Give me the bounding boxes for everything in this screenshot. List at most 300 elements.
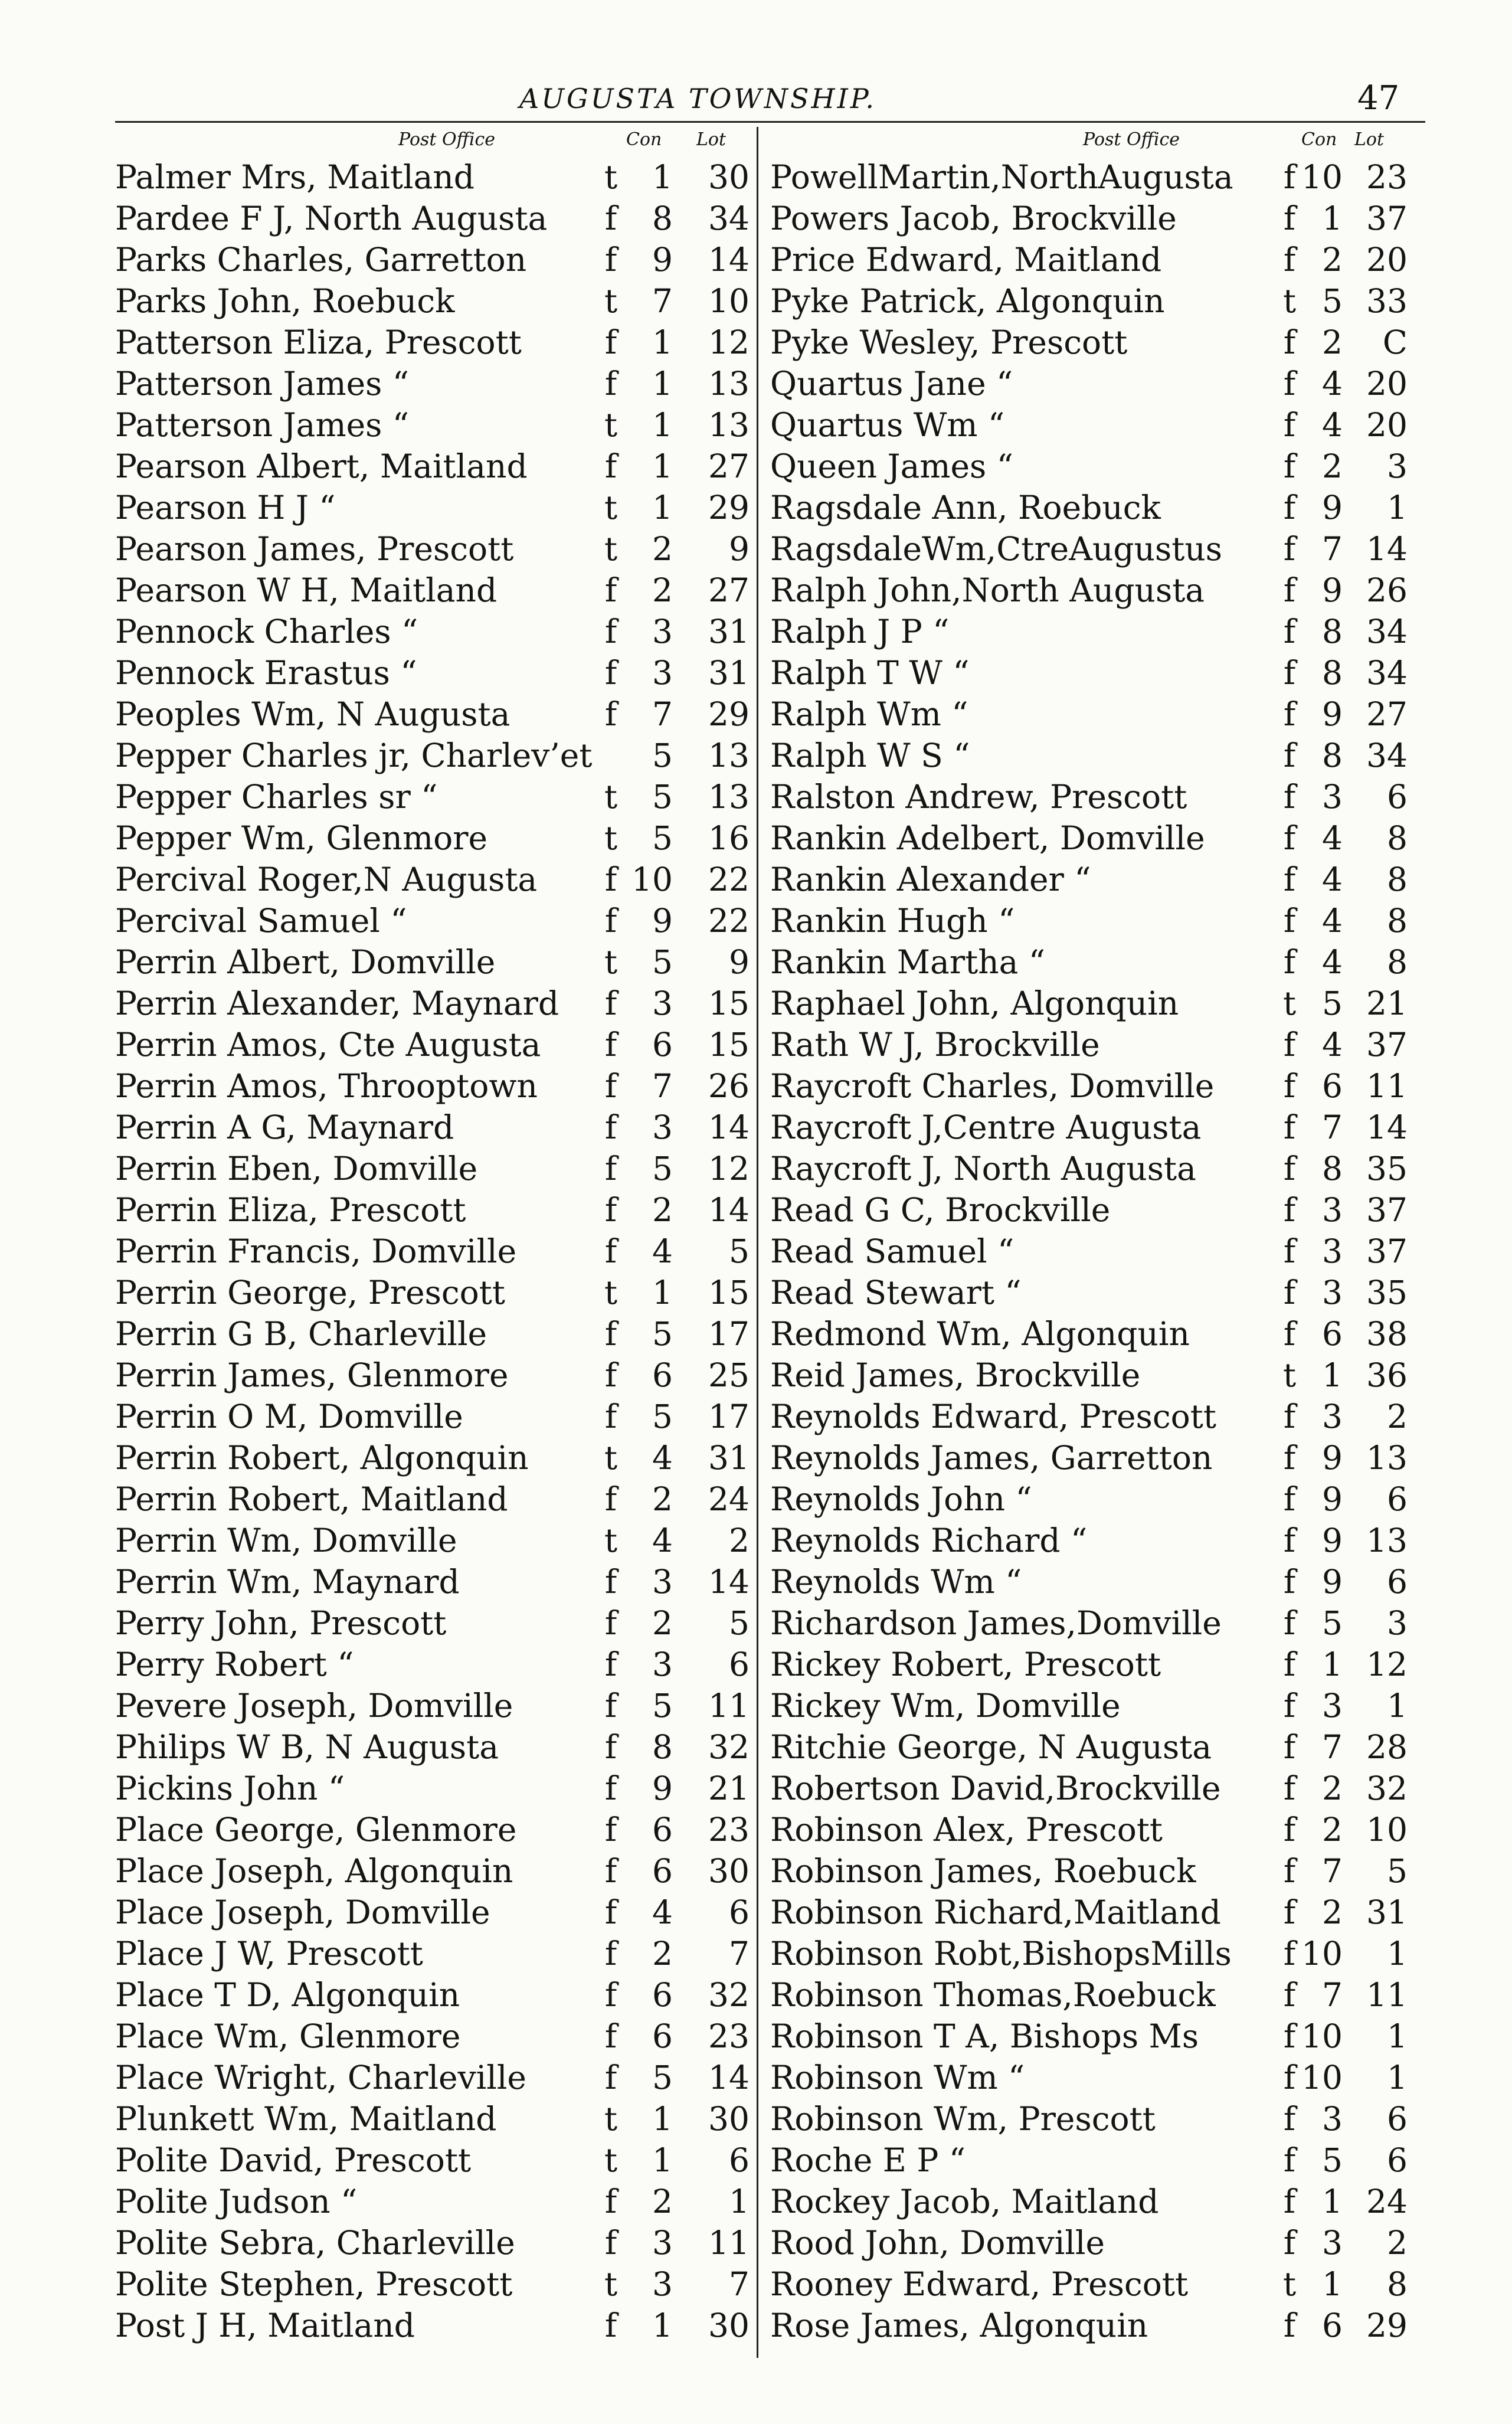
lot-number: 35: [1366, 1274, 1408, 1311]
concession-number: 3: [1322, 2224, 1343, 2262]
directory-entry: [770, 941, 1410, 983]
tenure-code: f: [1283, 1935, 1296, 1972]
concession-number: 9: [652, 1769, 673, 1807]
directory-entry: [770, 2181, 1410, 2222]
entry-name: Robinson Richard,Maitland: [770, 1893, 1221, 1931]
lot-number: 27: [708, 571, 750, 609]
tenure-code: f: [1283, 2017, 1296, 2055]
directory-entry: [770, 156, 1410, 198]
concession-number: 8: [1322, 737, 1343, 774]
concession-number: 5: [652, 819, 673, 857]
tenure-code: f: [1283, 447, 1296, 485]
lot-number: 7: [729, 2265, 750, 2303]
tenure-code: f: [604, 2307, 617, 2344]
entry-name: Read Samuel “: [770, 1232, 1014, 1270]
tenure-code: f: [604, 984, 617, 1022]
tenure-code: f: [604, 447, 617, 485]
concession-number: 7: [652, 695, 673, 733]
directory-entry: [115, 1396, 755, 1437]
tenure-code: f: [1283, 241, 1296, 279]
concession-number: 6: [1322, 2307, 1343, 2344]
directory-entry: [115, 1892, 755, 1933]
concession-number: 1: [1322, 2265, 1343, 2303]
directory-entry: [770, 1437, 1410, 1478]
directory-entry: [115, 1065, 755, 1107]
directory-entry: [115, 817, 755, 859]
entry-name: Pearson James, Prescott: [115, 530, 514, 568]
lot-number: 15: [708, 1026, 750, 1064]
directory-entry: [115, 1024, 755, 1065]
concession-number: 2: [652, 1480, 673, 1518]
entry-name: Robinson Robt,BishopsMills: [770, 1935, 1232, 1972]
entry-name: Ralph W S “: [770, 737, 970, 774]
tenure-code: f: [604, 1976, 617, 2014]
right-column: [770, 121, 1410, 2346]
entry-name: Pepper Charles sr “: [115, 778, 438, 816]
directory-entry: [770, 280, 1410, 322]
lot-number: 37: [1366, 1232, 1408, 1270]
lot-number: 6: [1387, 2100, 1408, 2138]
entry-name: Polite Judson “: [115, 2183, 358, 2220]
tenure-code: t: [604, 819, 618, 857]
lot-number: 13: [1366, 1439, 1408, 1477]
directory-entry: [115, 2222, 755, 2263]
lot-number: 21: [1366, 984, 1408, 1022]
tenure-code: t: [604, 158, 618, 196]
concession-number: 8: [1322, 1150, 1343, 1188]
tenure-code: t: [1282, 1356, 1297, 1394]
lot-number: 13: [708, 406, 750, 444]
tenure-code: f: [1283, 530, 1296, 568]
lot-number: 11: [1366, 1976, 1408, 2014]
lot-number: 14: [708, 1191, 750, 1229]
entry-name: Perry John, Prescott: [115, 1604, 447, 1642]
lot-number: 29: [708, 695, 750, 733]
concession-number: 6: [652, 1811, 673, 1849]
concession-number: 9: [1322, 1563, 1343, 1601]
concession-number: 5: [1322, 984, 1343, 1022]
concession-number: 3: [652, 1563, 673, 1601]
tenure-code: f: [1283, 2183, 1296, 2220]
entry-name: Redmond Wm, Algonquin: [770, 1315, 1190, 1353]
tenure-code: f: [604, 1108, 617, 1146]
concession-number: 3: [1322, 2100, 1343, 2138]
tenure-code: f: [1283, 1274, 1296, 1311]
lot-number: 25: [708, 1356, 750, 1394]
entry-name: Robinson James, Roebuck: [770, 1852, 1196, 1890]
entry-name: Perrin A G, Maynard: [115, 1108, 454, 1146]
concession-number: 5: [652, 1687, 673, 1725]
directory-entry: [770, 735, 1410, 776]
entry-name: Place George, Glenmore: [115, 1811, 517, 1849]
right-column-header: [770, 121, 1410, 156]
lot-number: 26: [1366, 571, 1408, 609]
concession-number: 2: [652, 1191, 673, 1229]
tenure-code: t: [604, 2100, 618, 2138]
concession-number: 4: [652, 1893, 673, 1931]
directory-entry: [770, 1189, 1410, 1231]
concession-number: 5: [652, 778, 673, 816]
tenure-code: f: [1283, 2224, 1296, 2262]
concession-number: 1: [1322, 2183, 1343, 2220]
concession-number: 3: [1322, 1191, 1343, 1229]
lot-number: 22: [708, 902, 750, 940]
entry-name: Ralph John,North Augusta: [770, 571, 1205, 609]
entry-name: Peoples Wm, N Augusta: [115, 695, 510, 733]
concession-number: 1: [652, 2100, 673, 2138]
lot-number: 15: [708, 984, 750, 1022]
entry-name: Perrin Alexander, Maynard: [115, 984, 559, 1022]
lot-number: 24: [1366, 2183, 1408, 2220]
tenure-code: f: [604, 2183, 617, 2220]
lot-number: 17: [708, 1398, 750, 1435]
directory-entry: [115, 570, 755, 611]
directory-entry: [115, 2016, 755, 2057]
tenure-code: f: [1283, 158, 1296, 196]
directory-entry: [115, 322, 755, 363]
concession-number: 5: [652, 2059, 673, 2096]
directory-entry: [115, 528, 755, 570]
directory-entry: [770, 776, 1410, 817]
directory-entry: [770, 1231, 1410, 1272]
tenure-code: f: [1283, 1522, 1296, 1559]
post-office-label: Post Office: [398, 129, 496, 150]
lot-number: 9: [729, 530, 750, 568]
directory-entry: [770, 817, 1410, 859]
lot-number: 6: [1387, 1563, 1408, 1601]
concession-number: 4: [1322, 861, 1343, 898]
lot-number: 8: [1387, 861, 1408, 898]
concession-number: 2: [1322, 1811, 1343, 1849]
directory-entry: [770, 1272, 1410, 1313]
tenure-code: f: [1283, 2307, 1296, 2344]
directory-entry: [770, 1850, 1410, 1892]
concession-number: 3: [652, 613, 673, 650]
concession-number: 10: [631, 861, 673, 898]
entry-name: Place J W, Prescott: [115, 1935, 423, 1972]
concession-number: 9: [1322, 1522, 1343, 1559]
entry-name: Ralph T W “: [770, 654, 970, 692]
tenure-code: f: [604, 1769, 617, 1807]
entry-name: Pyke Patrick, Algonquin: [770, 282, 1165, 320]
tenure-code: f: [604, 2224, 617, 2262]
lot-number: 22: [708, 861, 750, 898]
directory-entry: [770, 900, 1410, 941]
lot-number: 31: [1366, 1893, 1408, 1931]
concession-number: 3: [1322, 1232, 1343, 1270]
tenure-code: f: [604, 199, 617, 237]
entry-name: Quartus Jane “: [770, 365, 1013, 403]
entry-name: Place Wm, Glenmore: [115, 2017, 461, 2055]
tenure-code: f: [1283, 1893, 1296, 1931]
entry-name: Rockey Jacob, Maitland: [770, 2183, 1159, 2220]
lot-number: 7: [729, 1935, 750, 1972]
entry-name: Perrin Eben, Domville: [115, 1150, 478, 1188]
tenure-code: f: [604, 1191, 617, 1229]
lot-number: 17: [708, 1315, 750, 1353]
lot-number: 37: [1366, 1026, 1408, 1064]
concession-number: 3: [652, 984, 673, 1022]
lot-number: 5: [729, 1232, 750, 1270]
tenure-code: f: [1283, 1439, 1296, 1477]
tenure-code: t: [604, 943, 618, 981]
entry-name: Rankin Martha “: [770, 943, 1046, 981]
entry-name: Robinson Wm “: [770, 2059, 1025, 2096]
concession-number: 7: [1322, 1108, 1343, 1146]
concession-number: 9: [1322, 1480, 1343, 1518]
lot-number: 34: [1366, 613, 1408, 650]
entry-name: Pepper Charles jr, Charlev’et: [115, 737, 593, 774]
tenure-code: f: [1283, 778, 1296, 816]
lot-number: 37: [1366, 199, 1408, 237]
directory-entry: [115, 1809, 755, 1850]
concession-number: 9: [1322, 489, 1343, 526]
directory-entry: [115, 652, 755, 693]
tenure-code: f: [1283, 902, 1296, 940]
tenure-code: f: [1283, 1728, 1296, 1766]
directory-entry: [770, 446, 1410, 487]
lot-number: 1: [1387, 489, 1408, 526]
concession-number: 5: [1322, 2141, 1343, 2179]
concession-number: 5: [652, 1398, 673, 1435]
directory-entry: [770, 487, 1410, 528]
entry-name: Place T D, Algonquin: [115, 1976, 460, 2014]
lot-number: 13: [708, 778, 750, 816]
lot-number: 13: [1366, 1522, 1408, 1559]
entry-name: Robertson David,Brockville: [770, 1769, 1221, 1807]
entry-name: Perrin George, Prescott: [115, 1274, 505, 1311]
concession-number: 4: [1322, 902, 1343, 940]
directory-entry: [770, 1148, 1410, 1189]
directory-entry: [770, 693, 1410, 735]
entry-name: Perrin Francis, Domville: [115, 1232, 517, 1270]
entry-name: Robinson Thomas,Roebuck: [770, 1976, 1216, 2014]
tenure-code: f: [1283, 1398, 1296, 1435]
directory-entry: [770, 1561, 1410, 1602]
entry-name: Rankin Alexander “: [770, 861, 1091, 898]
concession-number: 6: [1322, 1067, 1343, 1105]
entry-name: Pennock Charles “: [115, 613, 418, 650]
directory-entry: [115, 1768, 755, 1809]
concession-number: 1: [652, 406, 673, 444]
lot-number: 10: [1366, 1811, 1408, 1849]
tenure-code: f: [1283, 1191, 1296, 1229]
lot-number: 11: [708, 1687, 750, 1725]
lot-number: 3: [1387, 447, 1408, 485]
concession-number: 1: [1322, 1646, 1343, 1683]
tenure-code: f: [604, 1563, 617, 1601]
directory-entry: [770, 859, 1410, 900]
tenure-code: f: [1283, 943, 1296, 981]
concession-number: 2: [652, 1935, 673, 1972]
tenure-code: f: [604, 1026, 617, 1064]
directory-entry: [770, 528, 1410, 570]
concession-number: 8: [652, 199, 673, 237]
concession-number: 1: [652, 2141, 673, 2179]
tenure-code: f: [1283, 613, 1296, 650]
directory-entry: [770, 198, 1410, 239]
directory-entry: [770, 1933, 1410, 1974]
concession-number: 3: [652, 1646, 673, 1683]
lot-number: 8: [1387, 943, 1408, 981]
directory-entry: [115, 2305, 755, 2346]
concession-number: 3: [652, 2224, 673, 2262]
lot-number: 10: [708, 282, 750, 320]
tenure-code: f: [604, 365, 617, 403]
directory-entry: [115, 446, 755, 487]
concession-number: 7: [1322, 1976, 1343, 2014]
tenure-code: f: [1283, 1604, 1296, 1642]
tenure-code: f: [604, 1728, 617, 1766]
concession-number: 4: [1322, 819, 1343, 857]
concession-number: 4: [652, 1232, 673, 1270]
lot-number: 11: [708, 2224, 750, 2262]
concession-number: 9: [1322, 695, 1343, 733]
entry-name: Roche E P “: [770, 2141, 966, 2179]
tenure-code: f: [1283, 1852, 1296, 1890]
tenure-code: f: [604, 613, 617, 650]
directory-entry: [115, 941, 755, 983]
lot-label: Lot: [1354, 129, 1385, 150]
concession-number: 3: [1322, 1687, 1343, 1725]
concession-number: 10: [1301, 2059, 1343, 2096]
concession-number: 1: [652, 447, 673, 485]
concession-number: 1: [652, 1274, 673, 1311]
lot-number: 14: [1366, 530, 1408, 568]
lot-number: 27: [708, 447, 750, 485]
entry-name: Post J H, Maitland: [115, 2307, 415, 2344]
tenure-code: f: [1283, 1232, 1296, 1270]
lot-number: 14: [708, 241, 750, 279]
tenure-code: f: [604, 1398, 617, 1435]
entry-name: Perrin James, Glenmore: [115, 1356, 509, 1394]
lot-number: 1: [1387, 2017, 1408, 2055]
concession-number: 4: [1322, 406, 1343, 444]
lot-number: 2: [729, 1522, 750, 1559]
concession-number: 1: [1322, 1356, 1343, 1394]
entry-name: Raycroft J, North Augusta: [770, 1150, 1196, 1188]
tenure-code: f: [604, 323, 617, 361]
entry-name: Perry Robert “: [115, 1646, 354, 1683]
directory-entry: [115, 1189, 755, 1231]
lot-number: 16: [708, 819, 750, 857]
left-column-header: [115, 121, 755, 156]
entry-name: Perrin Robert, Algonquin: [115, 1439, 529, 1477]
concession-number: 1: [652, 365, 673, 403]
concession-number: 7: [1322, 530, 1343, 568]
lot-number: 9: [729, 943, 750, 981]
entry-name: Perrin Amos, Throoptown: [115, 1067, 538, 1105]
tenure-code: f: [604, 1232, 617, 1270]
tenure-code: f: [1283, 1563, 1296, 1601]
entry-name: Perrin Eliza, Prescott: [115, 1191, 466, 1229]
directory-entry: [770, 983, 1410, 1024]
lot-number: 1: [1387, 1935, 1408, 1972]
lot-number: 6: [729, 1893, 750, 1931]
tenure-code: f: [1283, 2141, 1296, 2179]
tenure-code: f: [1283, 695, 1296, 733]
directory-entry: [770, 239, 1410, 280]
concession-number: 5: [1322, 1604, 1343, 1642]
lot-number: 14: [708, 1563, 750, 1601]
lot-number: 6: [1387, 778, 1408, 816]
entry-name: Patterson James “: [115, 365, 409, 403]
directory-entry: [115, 1231, 755, 1272]
tenure-code: f: [604, 571, 617, 609]
directory-entry: [770, 2263, 1410, 2305]
lot-number: 6: [1387, 2141, 1408, 2179]
directory-entry: [770, 1602, 1410, 1644]
page-title: AUGUSTA TOWNSHIP.: [519, 83, 876, 115]
concession-number: 1: [652, 2307, 673, 2344]
concession-number: 6: [652, 1976, 673, 2014]
entry-name: Polite David, Prescott: [115, 2141, 472, 2179]
tenure-code: t: [604, 530, 618, 568]
directory-entry: [115, 156, 755, 198]
entry-name: Pennock Erastus “: [115, 654, 417, 692]
concession-number: 6: [652, 1356, 673, 1394]
lot-number: 37: [1366, 1191, 1408, 1229]
tenure-code: t: [604, 778, 618, 816]
concession-number: 2: [1322, 323, 1343, 361]
concession-number: 3: [1322, 1274, 1343, 1311]
tenure-code: f: [604, 241, 617, 279]
entry-name: Raycroft Charles, Domville: [770, 1067, 1215, 1105]
concession-number: 3: [652, 2265, 673, 2303]
tenure-code: f: [1283, 2100, 1296, 2138]
directory-entry: [115, 239, 755, 280]
tenure-code: t: [604, 406, 618, 444]
tenure-code: f: [1283, 861, 1296, 898]
lot-number: 12: [708, 323, 750, 361]
entry-name: Queen James “: [770, 447, 1013, 485]
concession-number: 2: [652, 571, 673, 609]
concession-number: 4: [652, 1522, 673, 1559]
concession-number: 4: [652, 1439, 673, 1477]
tenure-code: f: [604, 1067, 617, 1105]
entry-name: Reynolds James, Garretton: [770, 1439, 1213, 1477]
concession-number: 8: [1322, 654, 1343, 692]
concession-number: 10: [1301, 158, 1343, 196]
tenure-code: f: [604, 1687, 617, 1725]
entry-name: Reynolds John “: [770, 1480, 1032, 1518]
entry-name: Price Edward, Maitland: [770, 241, 1162, 279]
directory-entry: [115, 1355, 755, 1396]
page-number: 47: [1357, 79, 1400, 117]
entry-name: Rath W J, Brockville: [770, 1026, 1100, 1064]
tenure-code: t: [604, 2141, 618, 2179]
concession-number: 2: [1322, 1893, 1343, 1931]
directory-entry: [770, 1396, 1410, 1437]
concession-number: 9: [652, 241, 673, 279]
directory-entry: [770, 570, 1410, 611]
tenure-code: f: [1283, 1315, 1296, 1353]
entry-name: Ritchie George, N Augusta: [770, 1728, 1212, 1766]
entry-name: PowellMartin,NorthAugusta: [770, 158, 1233, 196]
lot-number: 12: [708, 1150, 750, 1188]
entry-name: Ralph Wm “: [770, 695, 968, 733]
lot-number: 15: [708, 1274, 750, 1311]
lot-number: 13: [708, 365, 750, 403]
tenure-code: f: [1283, 1067, 1296, 1105]
tenure-code: f: [604, 2017, 617, 2055]
concession-number: 2: [652, 2183, 673, 2220]
lot-number: 14: [708, 1108, 750, 1146]
lot-number: 21: [708, 1769, 750, 1807]
tenure-code: f: [1283, 406, 1296, 444]
tenure-code: f: [1283, 1646, 1296, 1683]
entry-name: Perrin Wm, Domville: [115, 1522, 457, 1559]
